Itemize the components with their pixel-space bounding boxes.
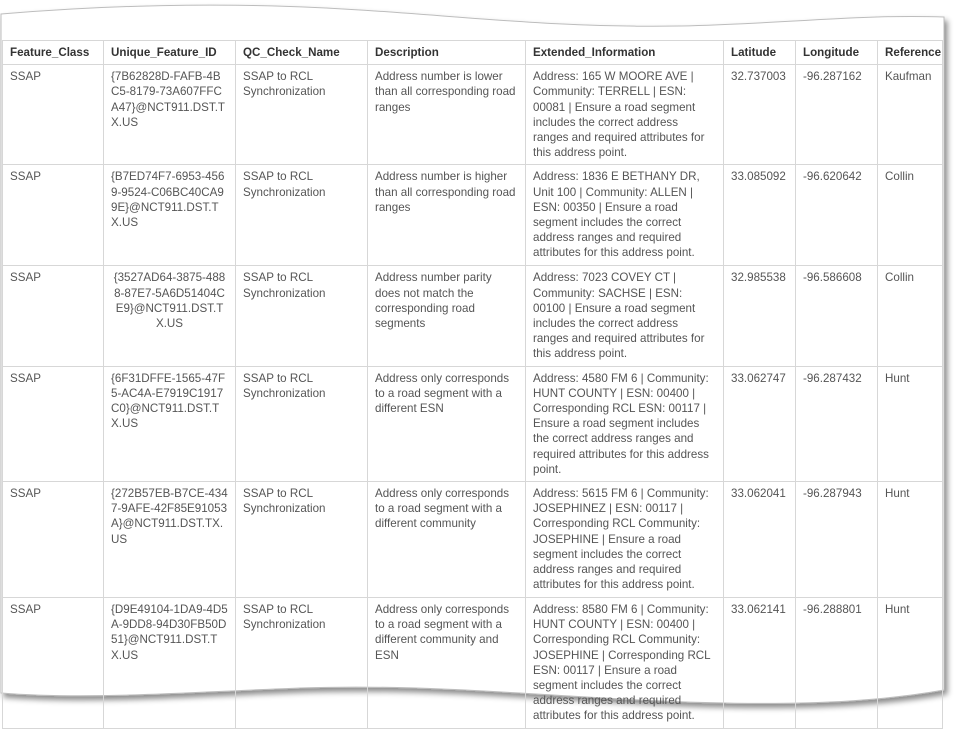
cell-extended-information: Address: 5615 FM 6 | Community: JOSEPHINEZ | ESN: 00117 | Corresponding RCL Community: JOSEPHINE | Ensure a road segment includes the correct address ranges and required attributes for this address point. [526, 482, 724, 598]
cell-feature-class: SSAP [3, 598, 104, 729]
cell-extended-information: Address: 165 W MOORE AVE | Community: TERRELL | ESN: 00081 | Ensure a road segment includes the correct address ranges and required attributes for this address point. [526, 65, 724, 165]
cell-description: Address number parity does not match the corresponding road segments [368, 266, 526, 366]
cell-latitude: 32.985538 [724, 266, 796, 366]
cell-latitude: 32.737003 [724, 65, 796, 165]
cell-unique-feature-id: {6F31DFFE-1565-47F5-AC4A-E7919C1917C0}@NCT911.DST.TX.US [104, 366, 236, 481]
cell-unique-feature-id: {B7ED74F7-6953-4569-9524-C06BC40CA99E}@NCT911.DST.TX.US [104, 165, 236, 266]
column-header-latitude[interactable]: Latitude [724, 41, 796, 65]
cell-extended-information: Address: 4580 FM 6 | Community: HUNT COUNTY | ESN: 00400 | Corresponding RCL ESN: 00117 | Ensure a road segment includes the correct address ranges and required attributes for this address point. [526, 366, 724, 481]
cell-description: Address only corresponds to a road segment with a different ESN [368, 366, 526, 481]
cell-feature-class: SSAP [3, 165, 104, 266]
column-header-longitude[interactable]: Longitude [796, 41, 878, 65]
cell-feature-class: SSAP [3, 65, 104, 165]
table-row [3, 266, 943, 366]
cell-unique-feature-id: {3527AD64-3875-4888-87E7-5A6D51404CE9}@NCT911.DST.TX.US [104, 266, 236, 366]
qc-results-table [2, 40, 943, 729]
column-header-feature-class[interactable]: Feature_Class [3, 41, 104, 65]
cell-longitude: -96.287943 [796, 482, 878, 598]
cell-longitude: -96.287162 [796, 65, 878, 165]
cell-description: Address number is lower than all corresponding road ranges [368, 65, 526, 165]
cell-extended-information: Address: 7023 COVEY CT | Community: SACHSE | ESN: 00100 | Ensure a road segment includes the correct address ranges and required attributes for this address point. [526, 266, 724, 366]
cell-reference: Collin [878, 266, 943, 366]
cell-reference: Hunt [878, 366, 943, 481]
cell-reference: Hunt [878, 482, 943, 598]
cell-unique-feature-id: {7B62828D-FAFB-4BC5-8179-73A607FFCA47}@NCT911.DST.TX.US [104, 65, 236, 165]
cell-latitude: 33.085092 [724, 165, 796, 266]
cell-extended-information: Address: 8580 FM 6 | Community: HUNT COUNTY | ESN: 00400 | Corresponding RCL Community: JOSEPHINE | Corresponding RCL ESN: 00117 | Ensure a road segment includes the correct address ranges and required attributes for this address point. [526, 598, 724, 729]
cell-longitude: -96.586608 [796, 266, 878, 366]
cell-unique-feature-id: {D9E49104-1DA9-4D5A-9DD8-94D30FB50D51}@NCT911.DST.TX.US [104, 598, 236, 729]
cell-reference: Hunt [878, 598, 943, 729]
cell-extended-information: Address: 1836 E BETHANY DR, Unit 100 | Community: ALLEN | ESN: 00350 | Ensure a road segment includes the correct address ranges and required attributes for this address point. [526, 165, 724, 266]
cell-longitude: -96.288801 [796, 598, 878, 729]
table-row [3, 482, 943, 598]
cell-latitude: 33.062747 [724, 366, 796, 481]
cell-unique-feature-id: {272B57EB-B7CE-4347-9AFE-42F85E91053A}@NCT911.DST.TX.US [104, 482, 236, 598]
table-header-row [3, 41, 943, 65]
cell-longitude: -96.287432 [796, 366, 878, 481]
cell-description: Address only corresponds to a road segment with a different community and ESN [368, 598, 526, 729]
column-header-reference[interactable]: Reference [878, 41, 943, 65]
table-row [3, 65, 943, 165]
cell-qc-check-name: SSAP to RCL Synchronization [236, 482, 368, 598]
qc-results-table-container [2, 40, 942, 723]
cell-description: Address number is higher than all corresponding road ranges [368, 165, 526, 266]
cell-qc-check-name: SSAP to RCL Synchronization [236, 366, 368, 481]
cell-latitude: 33.062041 [724, 482, 796, 598]
cell-feature-class: SSAP [3, 366, 104, 481]
column-header-unique-feature-id[interactable]: Unique_Feature_ID [104, 41, 236, 65]
cell-feature-class: SSAP [3, 266, 104, 366]
column-header-qc-check-name[interactable]: QC_Check_Name [236, 41, 368, 65]
cell-feature-class: SSAP [3, 482, 104, 598]
cell-reference: Collin [878, 165, 943, 266]
cell-latitude: 33.062141 [724, 598, 796, 729]
cell-qc-check-name: SSAP to RCL Synchronization [236, 266, 368, 366]
table-row [3, 366, 943, 481]
cell-qc-check-name: SSAP to RCL Synchronization [236, 598, 368, 729]
cell-qc-check-name: SSAP to RCL Synchronization [236, 65, 368, 165]
column-header-description[interactable]: Description [368, 41, 526, 65]
cell-description: Address only corresponds to a road segment with a different community [368, 482, 526, 598]
column-header-extended-information[interactable]: Extended_Information [526, 41, 724, 65]
table-row [3, 598, 943, 729]
table-row [3, 165, 943, 266]
cell-qc-check-name: SSAP to RCL Synchronization [236, 165, 368, 266]
cell-reference: Kaufman [878, 65, 943, 165]
cell-longitude: -96.620642 [796, 165, 878, 266]
